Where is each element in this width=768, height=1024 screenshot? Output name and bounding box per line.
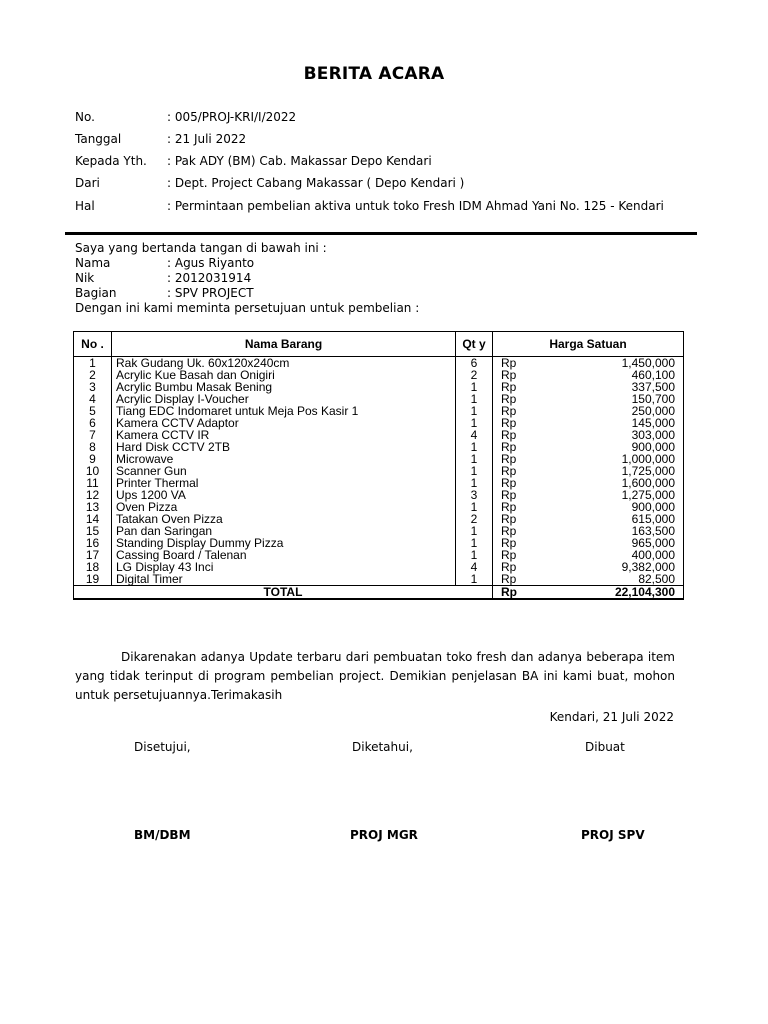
total-value: 22,104,300 [541, 586, 684, 600]
signer-value: : 2012031914 [167, 271, 252, 285]
row-item-name: Standing Display Dummy Pizza [112, 537, 456, 549]
row-item-name: Tatakan Oven Pizza [112, 513, 456, 525]
signature-role-approved: Disetujui, [134, 740, 191, 754]
header-value: : Permintaan pembelian aktiva untuk toko Fresh IDM Ahmad Yani No. 125 - Kendari [167, 199, 664, 213]
row-currency: Rp [493, 525, 541, 537]
row-qty: 4 [456, 561, 493, 573]
row-no: 7 [74, 429, 112, 441]
row-item-name: Hard Disk CCTV 2TB [112, 441, 456, 453]
row-price: 615,000 [541, 513, 684, 525]
row-item-name: Cassing Board / Talenan [112, 549, 456, 561]
signer-label: Bagian [75, 286, 117, 300]
row-qty: 2 [456, 513, 493, 525]
document-title: BERITA ACARA [303, 64, 445, 84]
row-price: 460,100 [541, 369, 684, 381]
row-item-name: Digital Timer [112, 573, 456, 586]
row-currency: Rp [493, 549, 541, 561]
row-qty: 1 [456, 441, 493, 453]
row-currency: Rp [493, 537, 541, 549]
row-no: 15 [74, 525, 112, 537]
row-no: 1 [74, 357, 112, 370]
row-item-name: Ups 1200 VA [112, 489, 456, 501]
row-price: 965,000 [541, 537, 684, 549]
row-price: 250,000 [541, 405, 684, 417]
row-qty: 4 [456, 429, 493, 441]
row-no: 18 [74, 561, 112, 573]
signer-value: : SPV PROJECT [167, 286, 254, 300]
row-price: 1,000,000 [541, 453, 684, 465]
header-value: : Pak ADY (BM) Cab. Makassar Depo Kendari [167, 154, 432, 168]
header-value: : Dept. Project Cabang Makassar ( Depo Kendari ) [167, 176, 465, 190]
row-item-name: Oven Pizza [112, 501, 456, 513]
row-qty: 1 [456, 405, 493, 417]
row-item-name: Kamera CCTV IR [112, 429, 456, 441]
header-label: Hal [75, 199, 95, 213]
row-price: 82,500 [541, 573, 684, 586]
row-currency: Rp [493, 573, 541, 586]
closing-text: Dikarenakan adanya Update terbaru dari pembuatan toko fresh dan adanya beberapa item yang tidak terinput di program pembelian project. Demikian penjelasan BA ini kami buat, mohon untuk persetujuannya.Terimakasih [75, 650, 675, 702]
row-item-name: Acrylic Display I-Voucher [112, 393, 456, 405]
row-qty: 1 [456, 477, 493, 489]
header-label: Tanggal [75, 132, 122, 146]
row-no: 16 [74, 537, 112, 549]
row-no: 3 [74, 381, 112, 393]
row-currency: Rp [493, 393, 541, 405]
signer-label: Nama [75, 256, 111, 270]
row-price: 1,450,000 [541, 357, 684, 370]
row-price: 163,500 [541, 525, 684, 537]
row-no: 12 [74, 489, 112, 501]
request-text: Dengan ini kami meminta persetujuan untuk pembelian : [75, 301, 420, 315]
header-name: Nama Barang [112, 332, 456, 357]
row-item-name: Scanner Gun [112, 465, 456, 477]
row-no: 4 [74, 393, 112, 405]
row-no: 10 [74, 465, 112, 477]
closing-paragraph [75, 648, 675, 705]
intro-text: Saya yang bertanda tangan di bawah ini : [75, 241, 327, 255]
table-row [74, 573, 684, 586]
row-price: 150,700 [541, 393, 684, 405]
row-qty: 3 [456, 489, 493, 501]
row-qty: 1 [456, 549, 493, 561]
row-qty: 1 [456, 501, 493, 513]
row-currency: Rp [493, 561, 541, 573]
total-label: TOTAL [74, 586, 493, 600]
row-no: 9 [74, 453, 112, 465]
row-no: 17 [74, 549, 112, 561]
row-currency: Rp [493, 357, 541, 370]
row-no: 11 [74, 477, 112, 489]
row-qty: 1 [456, 381, 493, 393]
header-value: : 005/PROJ-KRI/I/2022 [167, 110, 297, 124]
row-price: 400,000 [541, 549, 684, 561]
header-label: Kepada Yth. [75, 154, 147, 168]
row-item-name: Tiang EDC Indomaret untuk Meja Pos Kasir 1 [112, 405, 456, 417]
row-qty: 1 [456, 393, 493, 405]
row-no: 6 [74, 417, 112, 429]
place-date: Kendari, 21 Juli 2022 [549, 710, 674, 724]
row-price: 303,000 [541, 429, 684, 441]
row-qty: 1 [456, 525, 493, 537]
row-item-name: LG Display 43 Inci [112, 561, 456, 573]
row-qty: 1 [456, 573, 493, 586]
row-no: 13 [74, 501, 112, 513]
row-qty: 1 [456, 417, 493, 429]
total-currency: Rp [493, 586, 541, 600]
signer-value: : Agus Riyanto [167, 256, 255, 270]
signature-name-mgr: PROJ MGR [350, 828, 418, 842]
row-no: 8 [74, 441, 112, 453]
row-price: 900,000 [541, 441, 684, 453]
row-qty: 2 [456, 369, 493, 381]
row-price: 1,600,000 [541, 477, 684, 489]
row-price: 900,000 [541, 501, 684, 513]
row-no: 14 [74, 513, 112, 525]
header-value: : 21 Juli 2022 [167, 132, 247, 146]
row-item-name: Printer Thermal [112, 477, 456, 489]
row-currency: Rp [493, 381, 541, 393]
items-table [73, 331, 684, 600]
signature-name-spv: PROJ SPV [581, 828, 645, 842]
signer-label: Nik [75, 271, 95, 285]
row-price: 1,725,000 [541, 465, 684, 477]
row-currency: Rp [493, 405, 541, 417]
row-item-name: Acrylic Kue Basah dan Onigiri [112, 369, 456, 381]
row-price: 9,382,000 [541, 561, 684, 573]
row-qty: 1 [456, 537, 493, 549]
row-qty: 6 [456, 357, 493, 370]
total-row [74, 586, 684, 600]
row-currency: Rp [493, 465, 541, 477]
row-item-name: Microwave [112, 453, 456, 465]
header-divider [65, 232, 697, 235]
row-currency: Rp [493, 501, 541, 513]
header-no: No . [74, 332, 112, 357]
row-currency: Rp [493, 489, 541, 501]
row-no: 5 [74, 405, 112, 417]
row-currency: Rp [493, 453, 541, 465]
row-currency: Rp [493, 477, 541, 489]
row-item-name: Kamera CCTV Adaptor [112, 417, 456, 429]
header-price: Harga Satuan [493, 332, 684, 357]
row-currency: Rp [493, 429, 541, 441]
signature-role-made: Dibuat [585, 740, 625, 754]
row-item-name: Acrylic Bumbu Masak Bening [112, 381, 456, 393]
signature-role-acknowledged: Diketahui, [352, 740, 413, 754]
row-no: 19 [74, 573, 112, 586]
row-currency: Rp [493, 513, 541, 525]
signature-name-bm: BM/DBM [134, 828, 191, 842]
row-currency: Rp [493, 417, 541, 429]
row-price: 145,000 [541, 417, 684, 429]
row-price: 1,275,000 [541, 489, 684, 501]
row-qty: 1 [456, 465, 493, 477]
row-price: 337,500 [541, 381, 684, 393]
header-qty: Qt y [456, 332, 493, 357]
row-item-name: Pan dan Saringan [112, 525, 456, 537]
row-qty: 1 [456, 453, 493, 465]
row-no: 2 [74, 369, 112, 381]
header-label: No. [75, 110, 95, 124]
row-currency: Rp [493, 369, 541, 381]
row-currency: Rp [493, 441, 541, 453]
header-label: Dari [75, 176, 100, 190]
row-item-name: Rak Gudang Uk. 60x120x240cm [112, 357, 456, 370]
table-header-row [74, 332, 684, 357]
